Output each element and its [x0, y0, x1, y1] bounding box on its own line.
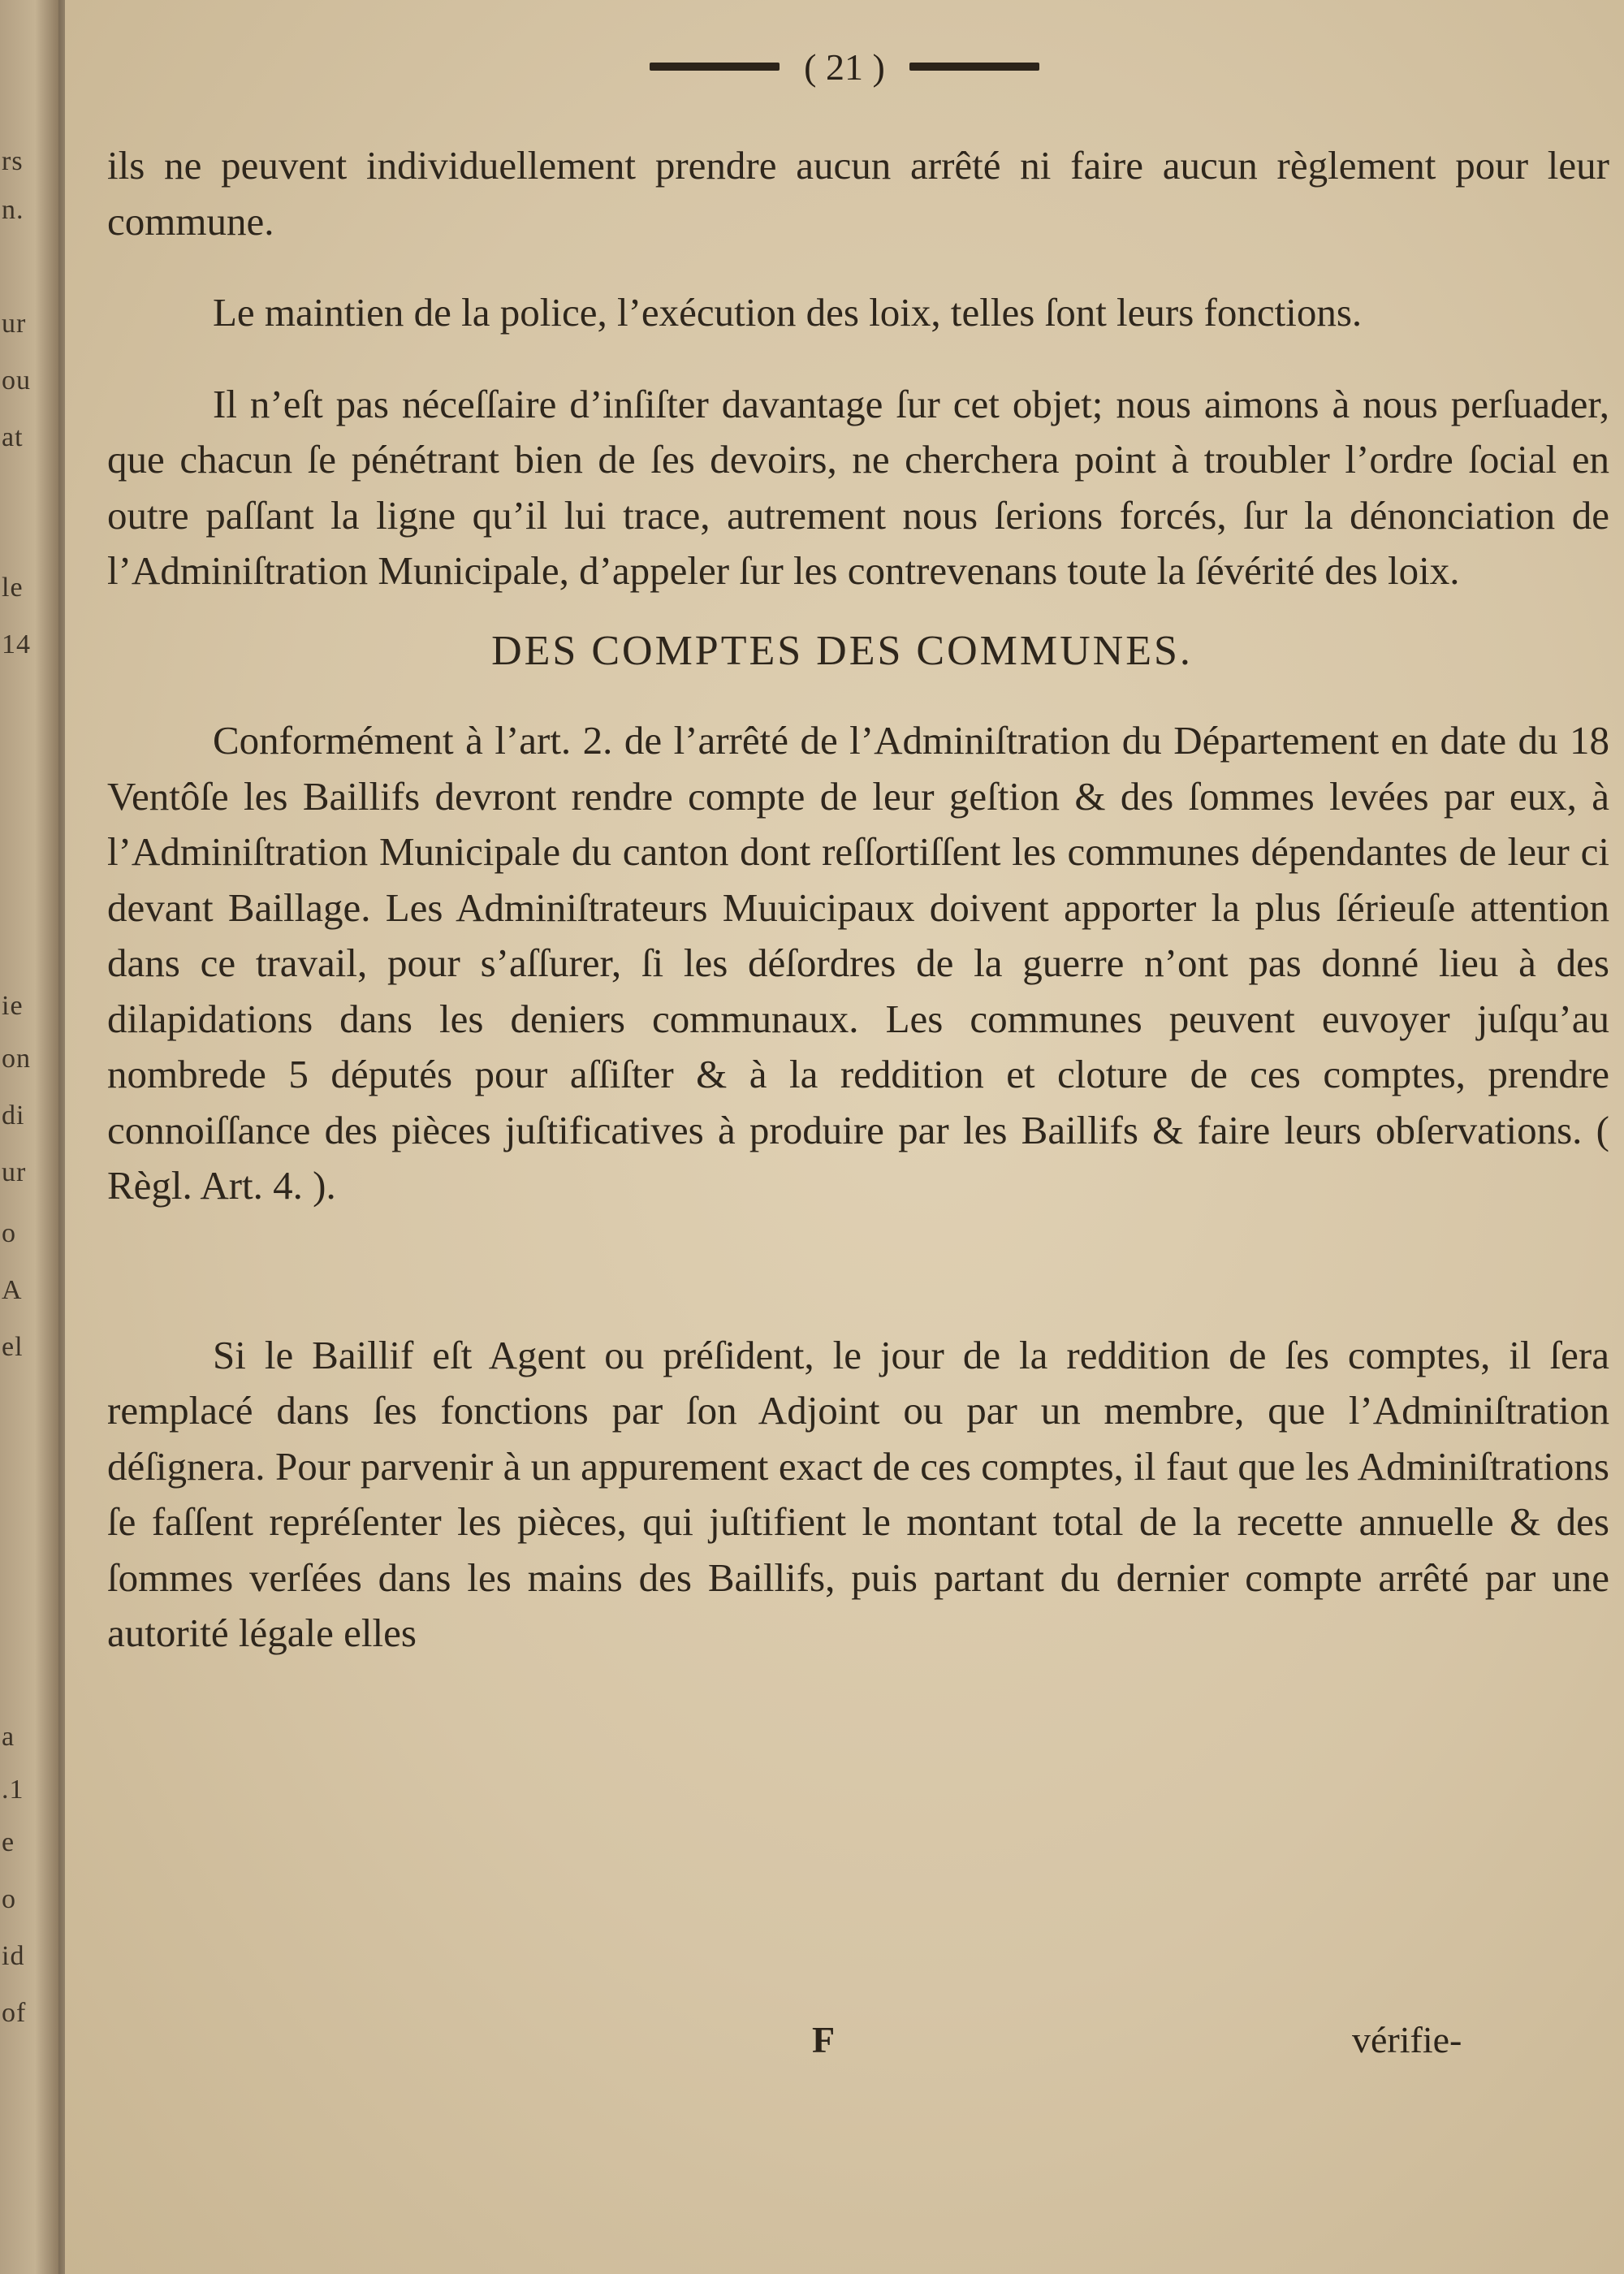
page-gutter: [0, 0, 58, 2274]
paragraph-continued: ils ne peuvent individuellement prendre aucun arrêté ni faire aucun règlement pour leur commune.: [107, 143, 1609, 244]
margin-fragment: ou: [2, 365, 31, 396]
margin-fragment: ur: [2, 1157, 27, 1187]
margin-fragment: di: [2, 1100, 25, 1131]
margin-fragment: le: [2, 573, 24, 603]
margin-fragment: A: [2, 1275, 23, 1305]
margin-fragment: at: [2, 422, 24, 452]
body-text: [107, 138, 1609, 1662]
margin-fragment: a: [2, 1722, 15, 1752]
page-number: ( 21 ): [804, 45, 885, 88]
margin-fragment: o: [2, 1884, 16, 1914]
margin-fragment: o: [2, 1218, 16, 1248]
margin-fragment: ur: [2, 309, 27, 339]
margin-fragment: on: [2, 1044, 31, 1074]
section-heading: DES COMPTES DES COMMUNES.: [491, 627, 1193, 674]
paragraph-comptes: Conformément à l’art. 2. de l’arrêté de l’Adminiſtration du Département en date du 18 Ventôſe les Baillifs devront rendre compte de leur geſtion & des ſommes levées par eux, à l’Adminiſtration Municipale du canton dont reſſortiſſent les communes dépendantes de leur ci devant Baillage. Les Adminiſtrateurs Muuicipaux doivent apporter la plus ſérieuſe attention dans ce travail, pour s’aſſurer, ſi les déſordres de la guerre n’ont pas donné lieu à des dilapidations dans les deniers communaux. Les communes peuvent euvoyer juſqu’au nombrede 5 députés pour aſſiſter & à la reddition et cloture de ces comptes, prendre connoiſſance des pièces juſtificatives à produire par les Baillifs & faire leurs obſervations. ( Règl. Art. 4. ).: [107, 718, 1609, 1208]
margin-fragment: e: [2, 1827, 15, 1857]
margin-fragment: .1: [2, 1775, 24, 1805]
page-header: [65, 42, 1624, 91]
margin-fragment: n.: [2, 195, 24, 225]
header-rule-left: [650, 63, 780, 71]
paragraph-duties: Il n’eſt pas néceſſaire d’inſiſter davantage ſur cet objet; nous aimons à nous perſuader, que chacun ſe pénétrant bien de ſes devoirs, ne cherchera point à troubler l’ordre ſocial en outre paſſant la ligne qu’il lui trace, autrement nous ſerions forcés, ſur la dénonciation de l’Adminiſtration Municipale, d’appeler ſur les contrevenans toute la ſévérité des loix.: [107, 381, 1609, 593]
margin-fragment: 14: [2, 629, 31, 659]
paragraph-baillif: Si le Baillif eſt Agent ou préſident, le jour de la reddition de ſes comptes, il ſera remplacé dans ſes fonctions par ſon Adjoint ou par un membre, que l’Adminiſtration déſignera. Pour parvenir à un appurement exact de ces comptes, il faut que les Adminiſtrations ſe faſſent repréſenter les pièces, qui juſtifient le montant total de la recette annuelle & des ſommes verſées dans les mains des Baillifs, puis partant du dernier compte arrêté par une autorité légale elles: [107, 1332, 1609, 1655]
margin-fragment: id: [2, 1941, 25, 1971]
paragraph-police: Le maintien de la police, l’exécution des loix, telles ſont leurs fonctions.: [213, 290, 1363, 335]
header-rule-right: [909, 63, 1039, 71]
margin-fragment: ie: [2, 991, 24, 1021]
margin-fragment: of: [2, 1998, 27, 2028]
book-page: [65, 0, 1624, 2274]
catchword: vérifie-: [1352, 2019, 1462, 2060]
margin-fragment: el: [2, 1332, 24, 1362]
signature-mark: F: [812, 2019, 836, 2060]
margin-fragment: rs: [2, 146, 24, 176]
